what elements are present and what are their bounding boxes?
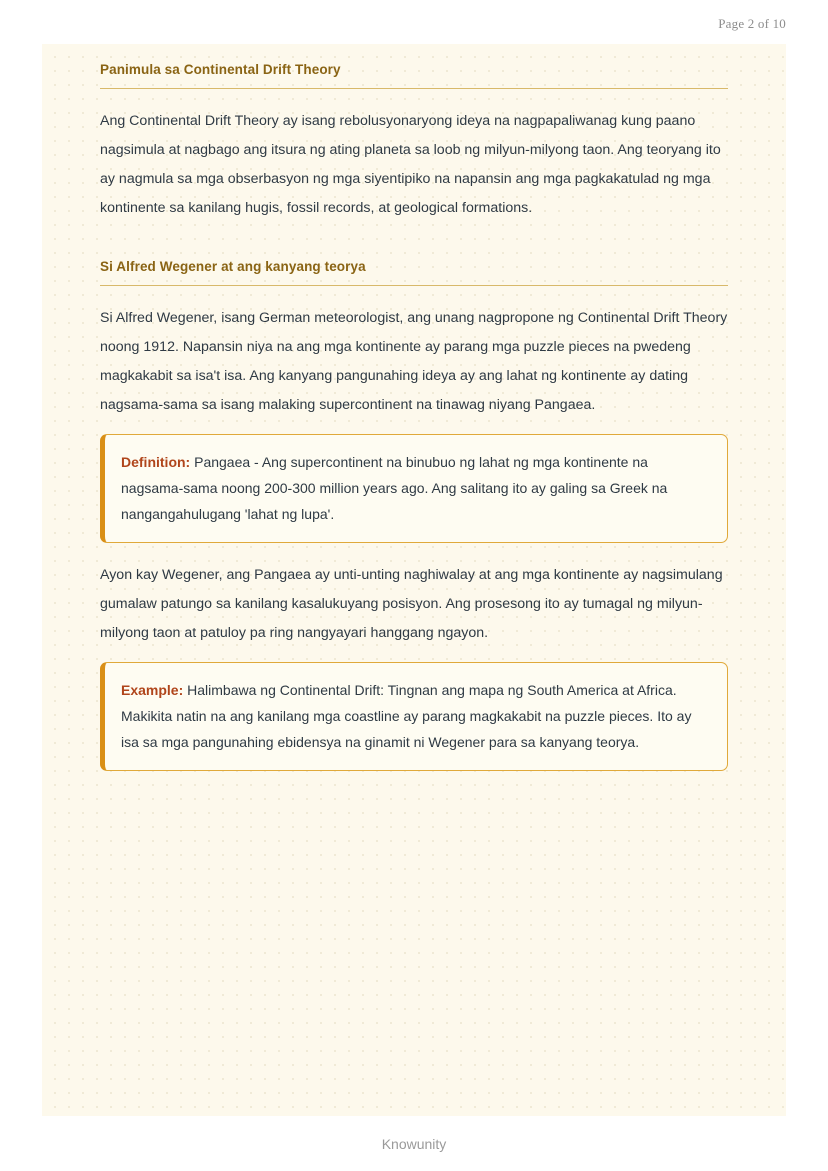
- definition-callout-text: [121, 449, 709, 527]
- note-content: [100, 54, 728, 789]
- heading-divider: [100, 88, 728, 89]
- paragraph-wegener-2: Ayon kay Wegener, ang Pangaea ay unti-unting naghiwalay at ang mga kontinente ay nagsimulang gumalaw patungo sa kanilang kasalukuyang posisyon. Ang prosesong ito ay tumagal ng milyun-milyong taon at patuloy pa ring nangyayari hanggang ngayon.: [100, 567, 723, 641]
- definition-label: Definition:: [121, 454, 191, 470]
- paragraph-intro: Ang Continental Drift Theory ay isang rebolusyonaryong ideya na nagpapaliwanag kung paano nagsimula at nagbago ang itsura ng ating planeta sa loob ng milyun-milyong taon. Ang teoryang ito ay nagmula sa mga obserbasyon ng mga siyentipiko na napansin ang mga pagkakatulad ng mga kontinente sa kanilang hugis, fossil records, at geological formations.: [100, 113, 721, 216]
- footer-brand: Knowunity: [381, 1136, 447, 1152]
- section-heading-intro: Panimula sa Continental Drift Theory: [100, 62, 341, 77]
- definition-body: Pangaea - Ang supercontinent na binubuo ng lahat ng mga kontinente na nagsama-sama noong 200-300 million years ago. Ang salitang ito ay galing sa Greek na nangangahulugang 'lahat ng lupa'.: [121, 454, 668, 522]
- paragraph-wegener-1: Si Alfred Wegener, isang German meteorologist, ang unang nagpropone ng Continental Drift Theory noong 1912. Napansin niya na ang mga kontinente ay parang mga puzzle pieces na pwedeng magkakabit sa isa't isa. Ang kanyang pangunahing ideya ay ang lahat ng kontinente ay dating nagsama-sama sa isang malaking supercontinent na tinawag niyang Pangaea.: [100, 310, 728, 413]
- note-sheet: [42, 44, 786, 1116]
- section-heading-wegener: Si Alfred Wegener at ang kanyang teorya: [100, 259, 366, 274]
- example-callout-text: [121, 677, 709, 755]
- heading-divider: [100, 285, 728, 286]
- example-callout: [100, 662, 728, 771]
- page-indicator: Page 2 of 10: [718, 16, 786, 31]
- definition-callout: [100, 434, 728, 543]
- example-label: Example:: [121, 682, 184, 698]
- example-body: Halimbawa ng Continental Drift: Tingnan ang mapa ng South America at Africa. Makikita natin na ang kanilang mga coastline ay parang magkakabit na puzzle pieces. Ito ay isa sa mga pangunahing ebidensya na ginamit ni Wegener para sa kanyang teorya.: [121, 682, 692, 750]
- spacer: [100, 233, 728, 251]
